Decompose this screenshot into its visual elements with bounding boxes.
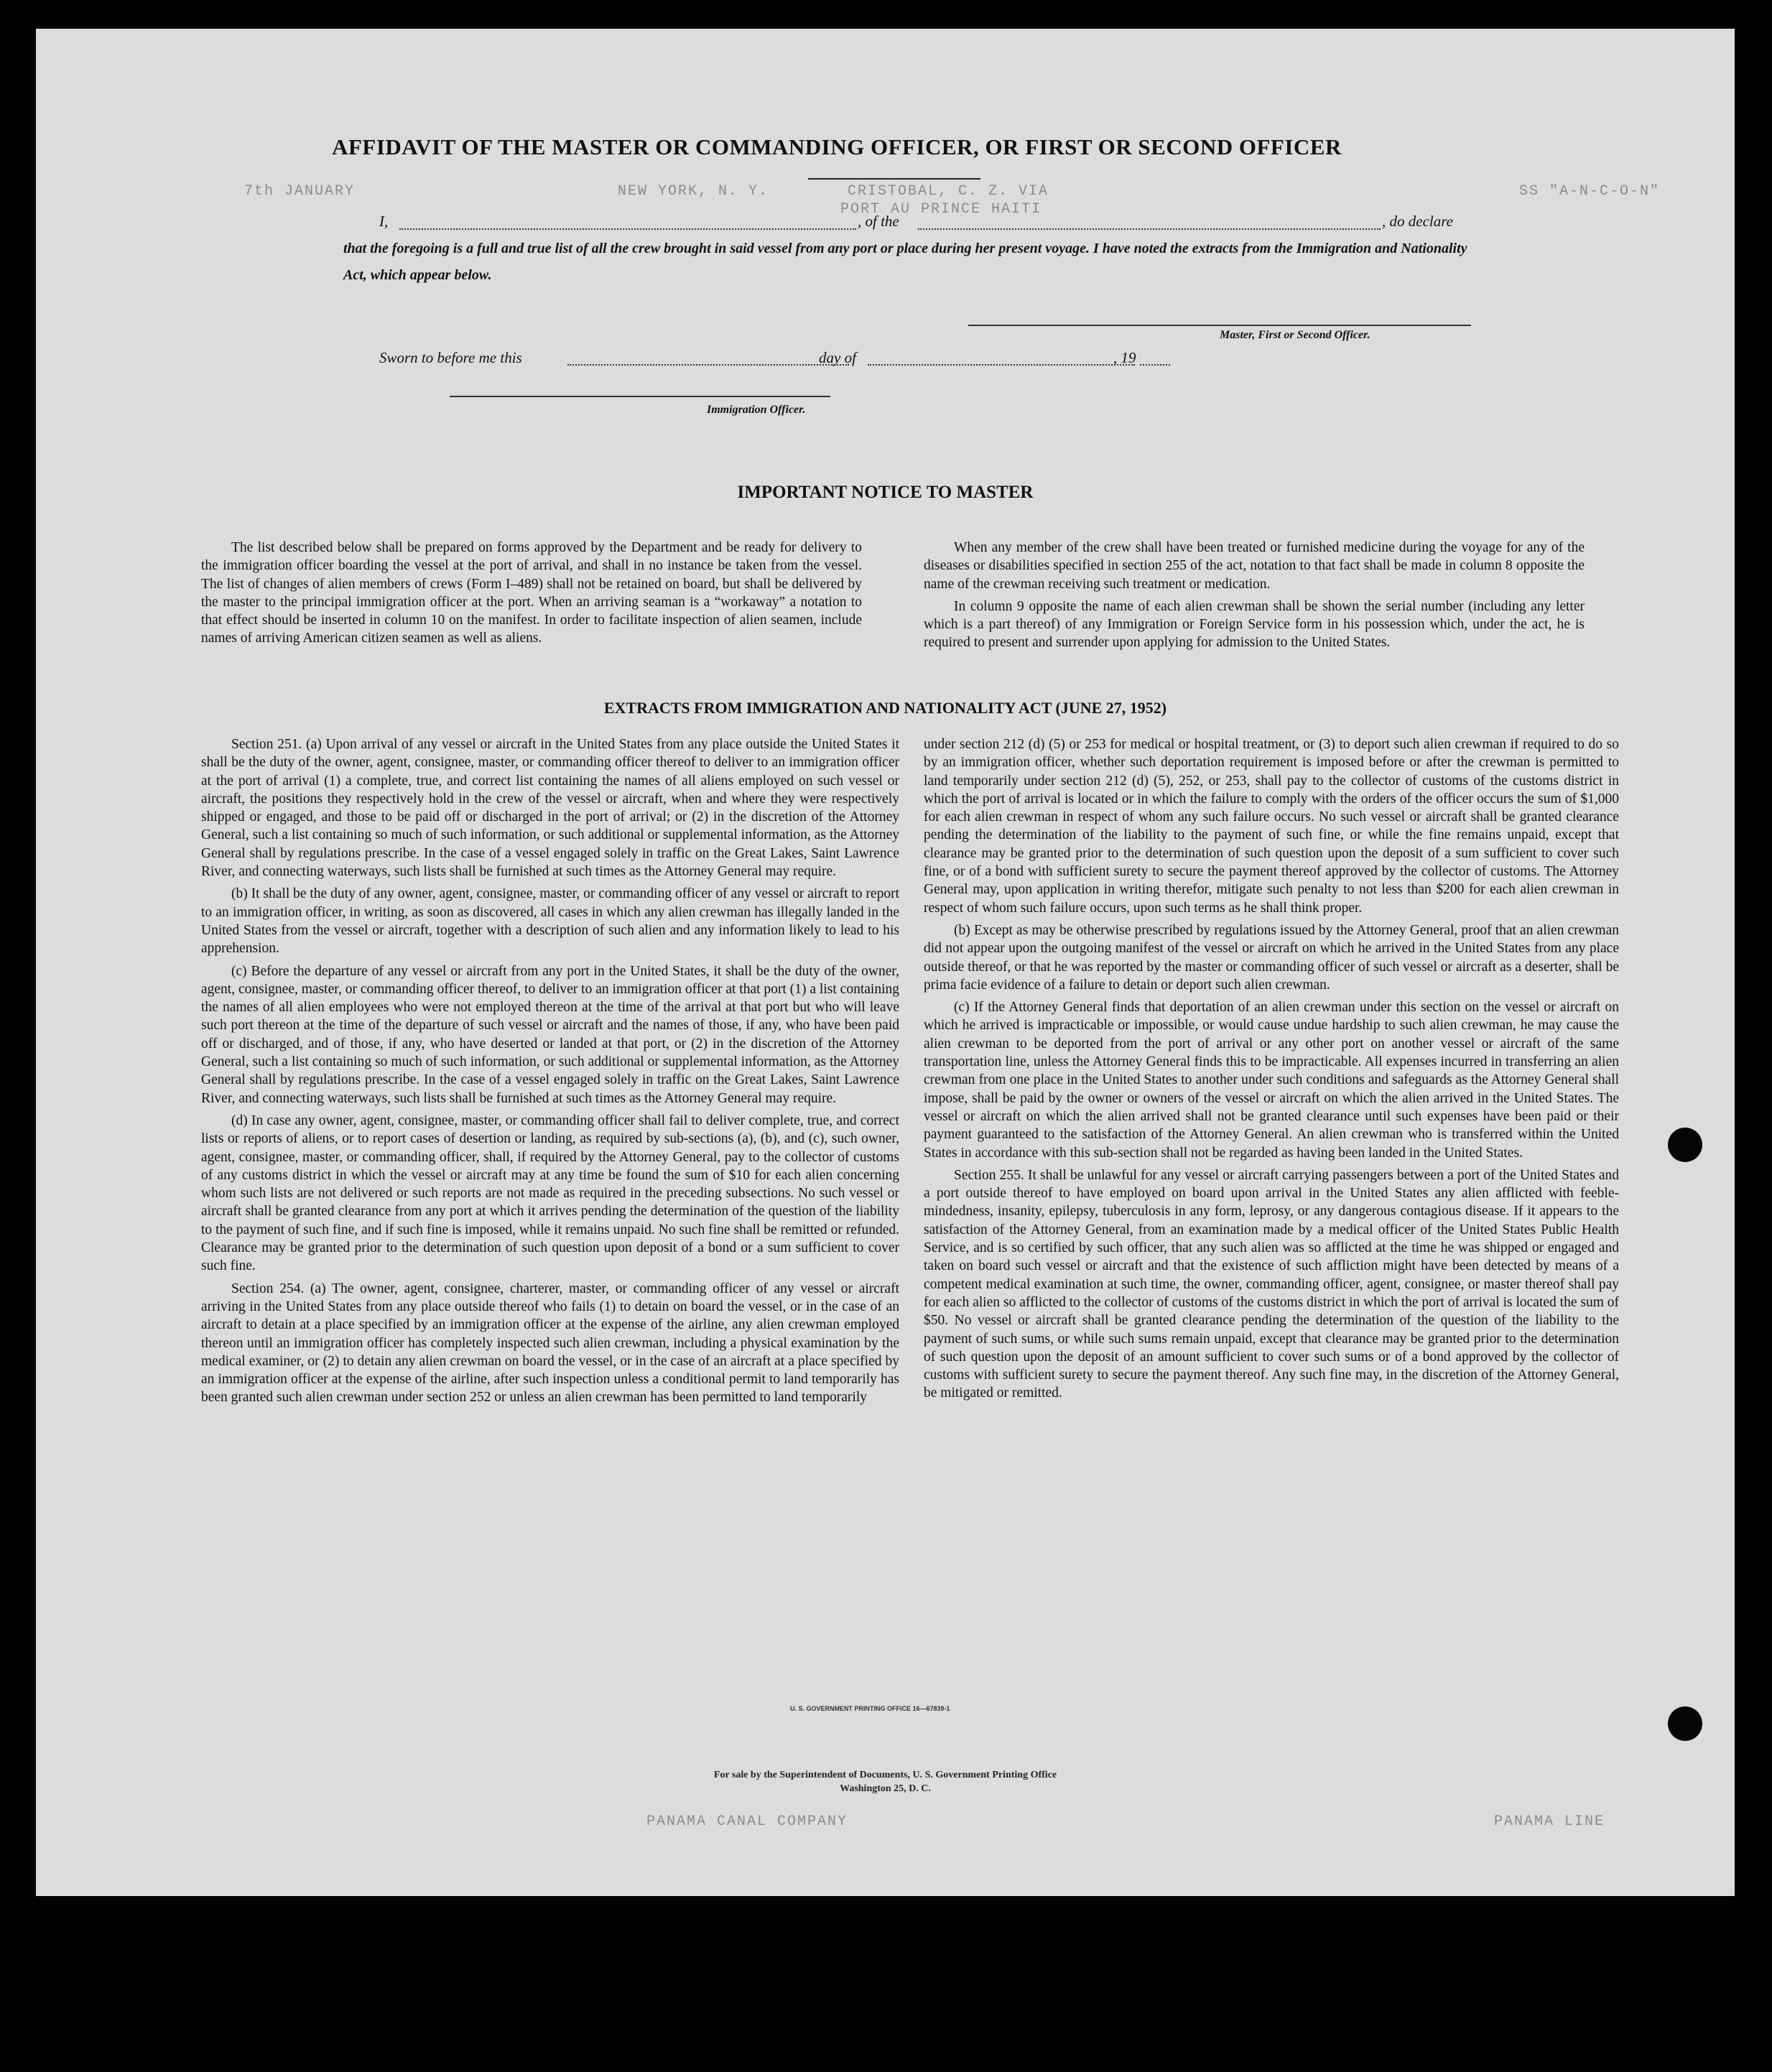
section-paragraph: (c) If the Attorney General finds that deportation of an alien crewman under this section on the vessel or aircraft on which he arrived is impracticable or impossible, or would cause undue hardship to such alien crewman, he may cause the alien crewman to be deported from the port of arrival or any other port on another vessel or aircraft of the same transportation line, unless the Attorney General finds this to be impracticable. All expenses incurred in transferring an alien crewman from one place in the United States to another under such conditions and safeguards as the Attorney General shall impose, shall be paid by the owner or owners of the vessel or aircraft on which the alien arrived in the United States. The vessel or aircraft on which the alien arrived shall not be granted clearance until such expenses have been paid or their payment guaranteed to the satisfaction of the Attorney General. An alien crewman who is transferred within the United States in accordance with this sub-section shall not be regarded as having been landed in the United States. <box>924 1000 1619 1161</box>
punch-hole <box>1668 1128 1702 1162</box>
section-paragraph: under section 212 (d) (5) or 253 for medical or hospital treatment, or (3) to deport such alien crewman if required to do so by an immigration officer, whether such deportation requirement is imposed before or after the crewman is permitted to land temporarily under section 212 (d) (5), 252, or 253, shall pay to the collector of customs of the customs district in which the port of arrival is located or in which the failure to comply with the orders of the officer occurs the sum of $1,000 for each alien crewman in respect of whom any such failure occurs. No such vessel or aircraft shall be granted clearance pending the determination of the liability to the payment of such fine, or while the fine remains unpaid, except that clearance may be granted prior to the determination of such question upon the deposit of a sum sufficient to cover such fine, or of a bond with sufficient surety to secure the payment thereof approved by the collector of customs. The Attorney General may, upon application in writing therefor, mitigate such penalty to not less than $200 for each alien crewman in respect of whom such failure occurs, upon such terms as he shall think proper. <box>924 737 1619 916</box>
declaration-text: that the foregoing is a full and true list of all the crew brought in said vessel from any port or place during her present voyage. I have noted the extracts from the Immigration and Nationality Act, which appear below. <box>343 241 1467 283</box>
section-paragraph: (d) In case any owner, agent, consignee, master, or commanding officer shall fail to deliver complete, true, and correct lists or reports of aliens, or to report cases of desertion or landing, as required by sub-sections (a), (b), and (c), such owner, agent, consignee, master, or commanding officer, shall, if required by the Attorney General, pay to the collector of customs of any customs district in which the vessel or aircraft may at any time be found the sum of $10 for each alien concerning whom such lists are not delivered or such reports are not made as required in the preceding subsections. No such vessel or aircraft shall be granted clearance from any port at which it arrives pending the determination of the question of the liability to the payment of such fine, and if such fine is imposed, while it remains unpaid. No such fine shall be remitted or refunded. Clearance may be granted prior to the determination of such question upon deposit of a bond or a sum sufficient to cover such fine. <box>201 1112 899 1274</box>
sale-line-1: For sale by the Superintendent of Documents, U. S. Government Printing Office <box>713 1770 1057 1780</box>
bleed-through-text: PANAMA LINE <box>1494 1813 1605 1830</box>
immigration-officer-signature-line[interactable] <box>450 396 830 397</box>
title-underline <box>808 178 980 180</box>
i-label: I, <box>379 213 389 230</box>
bleed-through-text: PANAMA CANAL COMPANY <box>646 1813 848 1830</box>
name-field-line[interactable] <box>399 228 856 230</box>
document-page <box>36 29 1735 1896</box>
notice-heading: IMPORTANT NOTICE TO MASTER <box>737 483 1034 502</box>
notice-right-column <box>924 539 1585 652</box>
section-paragraph: (c) Before the departure of any vessel or aircraft from any port in the United States, it shall be the duty of the owner, agent, consignee, master, or commanding officer thereof, to deliver to an immigration officer at that port (1) a list containing the names of all alien employees who were not employed thereon at the time of the arrival at that port but who will leave such port thereon at the time of the departure of such vessel or aircraft and the names of those, if any, who have been paid off or discharged, and of those, if any, who have deserted or landed at that port, or (2) in the discretion of the Attorney General, such a list containing so much of such information, or such additional or supplemental information, as the Attorney General shall by regulations prescribe. In the case of a vessel engaged solely in traffic on the Great Lakes, Saint Lawrence River, and connecting waterways, such lists shall be furnished at such times as the Attorney General may require. <box>201 963 899 1106</box>
section-paragraph: (b) It shall be the duty of any owner, agent, consignee, master, or commanding officer of any vessel or aircraft to report to an immigration officer, in writing, as soon as discovered, all cases in which any alien crewman has illegally landed in the United States from the vessel or aircraft, together with a description of such alien and any information likely to lead to his apprehension. <box>201 886 899 957</box>
notice-right-paragraph: In column 9 opposite the name of each alien crewman shall be shown the serial number (including any letter which is a part thereof) of any Immigration or Foreign Service form in his possession which, under the act, he is required to present and surrender upon applying for admission to the United States. <box>924 598 1585 651</box>
punch-hole <box>1668 1706 1702 1741</box>
master-caption: Master, First or Second Officer. <box>1220 329 1370 341</box>
bleed-through-text: NEW YORK, N. Y. <box>618 183 769 200</box>
extracts-left-column <box>201 735 899 1407</box>
sale-line-2: Washington 25, D. C. <box>840 1783 931 1794</box>
extracts-right-column <box>924 735 1619 1403</box>
sworn-month-field-line[interactable] <box>868 364 1135 366</box>
sworn-label: Sworn to before me this <box>379 349 522 366</box>
bleed-through-text: CRISTOBAL, C. Z. VIA <box>848 183 1049 200</box>
day-of-label: day of <box>819 349 856 366</box>
notice-left-paragraph: The list described below shall be prepared on forms approved by the Department and be ready for delivery to the immigration officer boarding the vessel at the port of arrival, and shall in no instance be taken from the vessel. The list of changes of alien members of crews (Form I–489) shall not be retained on board, but shall be delivered by the master to the principal immigration officer at the port. When an arriving seaman is a “workaway” a notation to that effect should be inserted in column 10 on the manifest. In order to facilitate inspection of alien seamen, include names of arriving American citizen seamen as well as aliens. <box>201 540 862 646</box>
section-paragraph: Section 251. (a) Upon arrival of any vessel or aircraft in the United States from any place outside the United States it shall be the duty of the owner, agent, consignee, master, or commanding officer thereof to deliver to an immigration officer at the port of arrival (1) a complete, true, and correct list containing the names of all aliens employed on such vessel or aircraft, the positions they respectively hold in the crew of the vessel or aircraft, when and where they were respectively shipped or engaged, and those to be paid off or discharged in the port of arrival; or (2) in the discretion of the Attorney General, such a list containing so much of such information, or such additional or supplemental information, as the Attorney General shall by regulations prescribe. In the case of a vessel engaged solely in traffic on the Great Lakes, Saint Lawrence River, and connecting waterways, such lists shall be furnished at such times as the Attorney General may require. <box>201 737 899 880</box>
sworn-day-field-line[interactable] <box>567 364 849 366</box>
extracts-heading: EXTRACTS FROM IMMIGRATION AND NATIONALITY ACT (JUNE 27, 1952) <box>603 699 1167 717</box>
master-signature-line[interactable] <box>968 325 1471 326</box>
bleed-through-text: 7th JANUARY <box>244 183 356 200</box>
immigration-officer-caption: Immigration Officer. <box>707 404 806 416</box>
do-declare-label: , do declare <box>1382 213 1453 230</box>
sworn-year-field-line[interactable] <box>1140 364 1170 366</box>
notice-right-paragraph: When any member of the crew shall have been treated or furnished medicine during the voyage for any of the diseases or disabilities specified in section 255 of the act, notation to that fact shall be made in column 8 opposite the name of the crewman receiving such treatment or medication. <box>924 540 1585 592</box>
sale-notice <box>36 1768 1735 1795</box>
year-label: , 19 <box>1113 349 1136 366</box>
printing-office-line: U. S. GOVERNMENT PRINTING OFFICE 16—67839-1 <box>790 1705 950 1712</box>
section-paragraph: (b) Except as may be otherwise prescribed by regulations issued by the Attorney General, proof that an alien crewman did not appear upon the outgoing manifest of the vessel or aircraft on which he arrived in the United States from any place outside thereof, or that he was reported by the master or commanding officer of such vessel or aircraft as a deserter, shall be prima facie evidence of a failure to detain or deport such alien crewman. <box>924 922 1619 993</box>
section-paragraph: Section 255. It shall be unlawful for any vessel or aircraft carrying passengers between a port of the United States and a port outside thereof to have employed on board upon arrival in the United States any alien afflicted with feeble-mindedness, insanity, epilepsy, tuberculosis in any form, leprosy, or any dangerous contagious disease. If it appears to the satisfaction of the Attorney General, from an examination made by a medical officer of the United States Public Health Service, and is so certified by such officer, that any such alien was so afflicted at the time he was shipped or engaged and taken on board such vessel or aircraft and that the existence of such affliction might have been detected by means of a competent medical examination at such time, the owner, commanding officer, agent, consignee, or master thereof shall pay for each alien so afflicted to the collector of customs of the customs district in which the port of arrival is located the sum of $50. No vessel or aircraft shall be granted clearance pending the determination of the question of the liability to the payment of such sums, or while such sums remain unpaid, except that clearance may be granted prior to the determination of such question upon the deposit of an amount sufficient to cover such sums or of a bond approved by the collector of customs with sufficient surety to secure the payment thereof. Any such fine may, in the discretion of the Attorney General, be mitigated or remitted. <box>924 1167 1619 1401</box>
bleed-through-text: SS "A-N-C-O-N" <box>1519 183 1661 200</box>
of-the-label: , of the <box>858 213 899 230</box>
affidavit-title: AFFIDAVIT OF THE MASTER OR COMMANDING OFFICER, OR FIRST OR SECOND OFFICER <box>332 134 1342 159</box>
section-paragraph: Section 254. (a) The owner, agent, consignee, charterer, master, or commanding officer of any vessel or aircraft arriving in the United States from any place outside thereof who fails (1) to detain on board the vessel, or in the case of an aircraft to detain at a place specified by an immigration officer at the expense of the airline, any alien crewman employed thereon until an immigration officer has completely inspected such alien crewman, including a physical examination by the medical examiner, or (2) to detain any alien crewman on board the vessel, or in the case of an aircraft at a place specified by an immigration officer at the expense of the airline, after such inspection unless a conditional permit to land temporarily has been granted such alien crewman under section 252 or unless an alien crewman has been permitted to land temporarily <box>201 1281 899 1406</box>
notice-left-column <box>201 539 862 648</box>
vessel-field-line[interactable] <box>918 228 1381 230</box>
bleed-through-text: PORT AU PRINCE HAITI <box>840 201 1042 218</box>
